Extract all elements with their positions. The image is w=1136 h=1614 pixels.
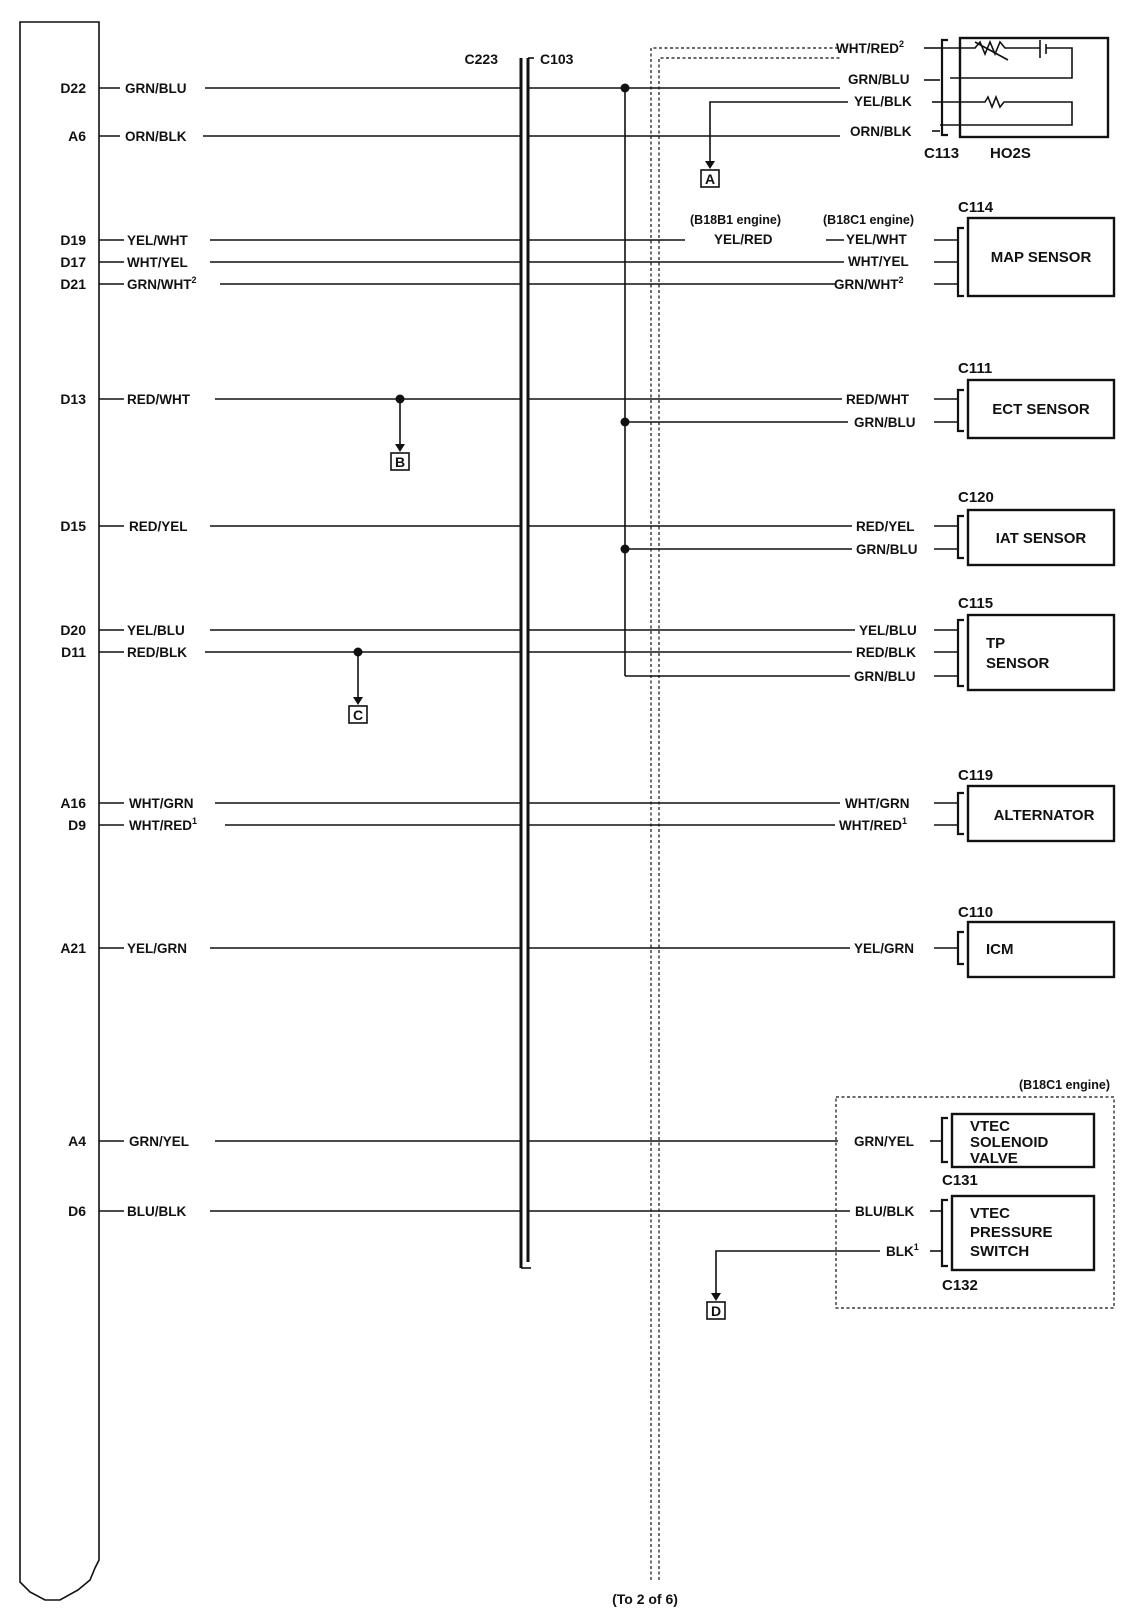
c103-label: C103 — [540, 51, 574, 67]
ect-wire-2: GRN/BLU — [854, 415, 916, 430]
pin-d21-wire: GRN/WHT$^2$ — [127, 275, 197, 292]
shield-line-outer — [651, 48, 840, 1580]
pin-d6: D6 — [68, 1203, 86, 1219]
ref-a: A — [704, 171, 716, 187]
pin-d20-wire: YEL/BLU — [127, 623, 185, 638]
vtec-pswitch-name-1: VTEC — [970, 1205, 1011, 1222]
pin-d21: D21 — [60, 276, 86, 292]
iat-sensor-name: IAT SENSOR — [995, 530, 1087, 547]
pin-d22-wire: GRN/BLU — [125, 81, 187, 96]
pin-d13: D13 — [60, 391, 86, 407]
footer-continuation: (To 2 of 6) — [612, 1591, 678, 1607]
pin-a6-wire: ORN/BLK — [125, 129, 187, 144]
pin-d22: D22 — [60, 80, 86, 96]
c113-bracket — [942, 40, 948, 135]
pin-d15-wire: RED/YEL — [129, 519, 188, 534]
vtec-solenoid-name-2: SOLENOID — [970, 1134, 1049, 1151]
map-alt-wire: YEL/RED — [714, 232, 773, 247]
tp-wire-3: GRN/BLU — [854, 669, 916, 684]
vtec-solenoid-name-3: VALVE — [970, 1150, 1018, 1167]
alt-wire-2: WHT/RED$^1$ — [839, 816, 908, 833]
ho2s-wire-1: WHT/RED$^2$ — [836, 39, 905, 56]
ho2s-wire-2: GRN/BLU — [848, 72, 910, 87]
tp-sensor-box — [968, 615, 1114, 690]
pin-d17-wire: WHT/YEL — [127, 255, 188, 270]
tp-wire-2: RED/BLK — [856, 645, 916, 660]
pin-d19: D19 — [60, 232, 86, 248]
ho2s-box — [960, 38, 1108, 137]
alt-connector: C119 — [958, 767, 994, 784]
vtec-note: (B18C1 engine) — [1019, 1078, 1110, 1092]
map-wire-2: WHT/YEL — [848, 254, 909, 269]
icm-wire-1: YEL/GRN — [854, 941, 915, 956]
shield-line-inner — [659, 58, 840, 1580]
map-connector: C114 — [958, 199, 994, 216]
pin-d15: D15 — [60, 518, 86, 534]
vtec-pswitch-connector: C132 — [942, 1277, 978, 1294]
iat-wire-1: RED/YEL — [856, 519, 915, 534]
map-sensor-name: MAP SENSOR — [990, 249, 1092, 266]
pin-d17: D17 — [60, 254, 86, 270]
vtec-solenoid-wire: GRN/YEL — [854, 1134, 915, 1149]
tp-sensor-name-1: TP — [986, 635, 1006, 652]
map-note-b18b1: (B18B1 engine) — [690, 213, 781, 227]
splice-ground-iat — [621, 545, 630, 554]
pin-a4-wire: GRN/YEL — [129, 1134, 190, 1149]
pin-a4: A4 — [68, 1133, 86, 1149]
ho2s-connector: C113 — [924, 145, 960, 162]
pin-a6: A6 — [68, 128, 86, 144]
vtec-pswitch-name-2: PRESSURE — [970, 1224, 1053, 1241]
pin-d20: D20 — [60, 622, 86, 638]
alternator-name: ALTERNATOR — [993, 807, 1095, 824]
map-note-b18c1: (B18C1 engine) — [823, 213, 914, 227]
tp-wire-1: YEL/BLU — [859, 623, 917, 638]
pin-d19-wire: YEL/WHT — [127, 233, 188, 248]
ho2s-name: HO2S — [990, 145, 1031, 162]
ref-d: D — [710, 1303, 722, 1319]
pin-d6-wire: BLU/BLK — [127, 1204, 187, 1219]
pin-a21-wire: YEL/GRN — [127, 941, 188, 956]
pin-d11: D11 — [61, 644, 86, 660]
ect-sensor-name: ECT SENSOR — [992, 401, 1090, 418]
pin-stubs — [99, 88, 124, 1211]
vtec-pswitch-name-3: SWITCH — [970, 1243, 1030, 1260]
icm-connector: C110 — [958, 904, 994, 921]
tp-connector: C115 — [958, 595, 994, 612]
map-wire-1: YEL/WHT — [846, 232, 907, 247]
ho2s-wire-3: YEL/BLK — [854, 94, 912, 109]
pin-a21: A21 — [60, 940, 86, 956]
pin-d9: D9 — [68, 817, 86, 833]
c223-label: C223 — [464, 51, 498, 67]
icm-name: ICM — [986, 941, 1014, 958]
pin-d11-wire: RED/BLK — [127, 645, 187, 660]
pin-d13-wire: RED/WHT — [127, 392, 190, 407]
iat-wire-2: GRN/BLU — [856, 542, 918, 557]
left-wires — [203, 88, 521, 1211]
ref-c: C — [352, 707, 364, 723]
ect-connector: C111 — [958, 360, 993, 377]
map-wire-3: GRN/WHT$^2$ — [834, 275, 904, 292]
ref-b: B — [394, 454, 406, 470]
alt-wire-1: WHT/GRN — [845, 796, 910, 811]
vtec-solenoid-connector: C131 — [942, 1172, 978, 1189]
pin-a16-wire: WHT/GRN — [129, 796, 194, 811]
pin-d9-wire: WHT/RED$^1$ — [129, 816, 198, 833]
right-wires — [528, 88, 855, 1211]
ect-wire-1: RED/WHT — [846, 392, 909, 407]
vtec-pswitch-wire-1: BLU/BLK — [855, 1204, 915, 1219]
splice-ground-ect — [621, 418, 630, 427]
vtec-pswitch-wire-2: BLK$^1$ — [886, 1242, 919, 1259]
splice-ground-top — [621, 84, 630, 93]
tp-sensor-name-2: SENSOR — [986, 655, 1050, 672]
pin-a16: A16 — [60, 795, 86, 811]
ho2s-wire-4: ORN/BLK — [850, 124, 912, 139]
vtec-solenoid-name-1: VTEC — [970, 1118, 1011, 1135]
iat-connector: C120 — [958, 489, 994, 506]
